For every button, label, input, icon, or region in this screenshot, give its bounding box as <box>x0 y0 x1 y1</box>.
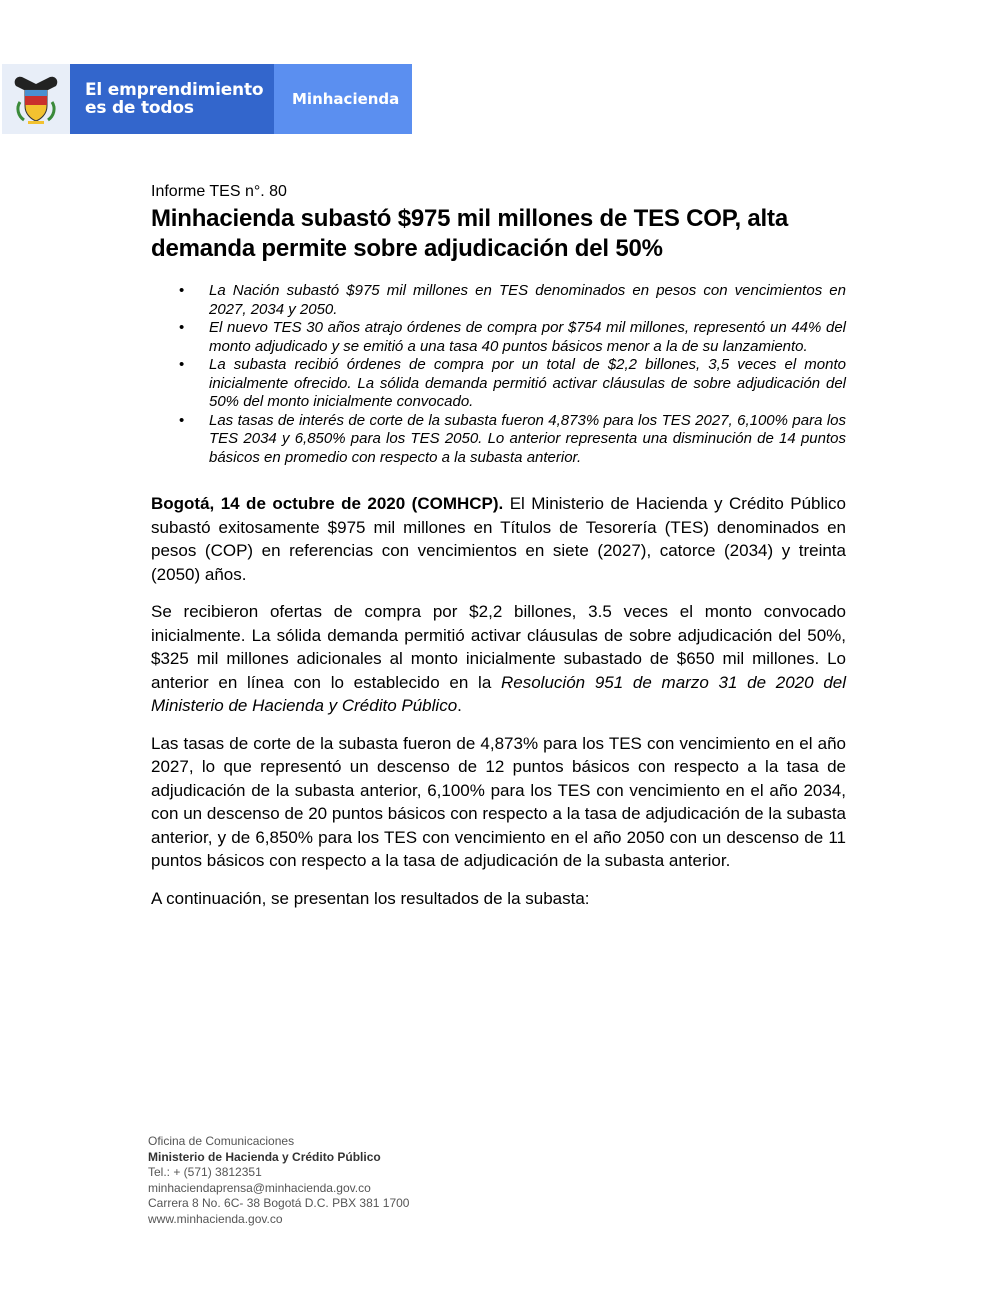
colombia-coat-of-arms-icon <box>2 64 70 134</box>
paragraph-rates: Las tasas de corte de la subasta fueron de 4,873% para los TES con vencimiento en el año 2027, lo que representó un descenso de 12 puntos básicos con respecto a la tasa de adjudicación de la subasta anterior, 6,100% para los TES con vencimiento en el año 2034, con un descenso de 20 puntos básicos con respecto a la tasa de adjudicación de la subasta anterior, y de 6,850% para los TES con vencimiento en el año 2050 con un descenso de 11 puntos básicos con respecto a la tasa de adjudicación de la subasta anterior. <box>151 733 846 870</box>
slogan <box>70 81 263 117</box>
list-item: • Las tasas de interés de corte de la subasta fueron 4,873% para los TES 2027, 6,100% para los TES 2034 y 6,850% para los TES 2050. Lo anterior representa una disminución de 14 puntos básicos en promedio con respecto a la subasta anterior. <box>209 412 846 468</box>
footer-contact <box>148 1134 409 1227</box>
footer-address: Carrera 8 No. 6C- 38 Bogotá D.C. PBX 381 1700 <box>148 1196 410 1210</box>
header-logo <box>2 64 412 134</box>
slogan-line-2: es de todos <box>85 98 194 118</box>
resolution-reference: Resolución 951 de marzo 31 de 2020 del Ministerio de Hacienda y Crédito Público <box>151 672 846 715</box>
report-number: Informe TES n°. 80 <box>151 183 287 200</box>
footer-email[interactable]: minhaciendaprensa@minhacienda.gov.co <box>148 1180 371 1195</box>
footer-office: Oficina de Comunicaciones <box>148 1134 295 1148</box>
footer-ministry: Ministerio de Hacienda y Crédito Público <box>148 1149 381 1164</box>
highlights-list <box>151 282 846 467</box>
list-item: • La subasta recibió órdenes de compra por un total de $2,2 billones, 3,5 veces el monto inicialmente ofrecido. La sólida demanda permitió activar cláusulas de sobre adjudicación del 50% del monto inicialmente convocado. <box>209 356 846 412</box>
footer-phone: Tel.: + (571) 3812351 <box>148 1165 262 1179</box>
brand-block <box>274 64 412 134</box>
logo-slogan-block <box>2 64 274 134</box>
brand-name: Minhacienda <box>292 90 400 108</box>
page-title: Minhacienda subastó $975 mil millones de TES COP, alta demanda permite sobre adjudicación del 50% <box>151 205 788 262</box>
slogan-line-1: El emprendimiento <box>85 80 264 100</box>
paragraph-offers <box>151 600 846 718</box>
paragraph-results-intro: A continuación, se presentan los resultados de la subasta: <box>151 888 590 908</box>
footer-website[interactable]: www.minhacienda.gov.co <box>148 1211 283 1226</box>
document-body <box>151 182 846 910</box>
paragraph-intro <box>151 492 846 586</box>
paragraph-offers-end: . <box>457 696 462 715</box>
paragraph-intro-text: El Ministerio de Hacienda y Crédito Público subastó exitosamente $975 mil millones en Títulos de Tesorería (TES) denominados en pesos (COP) en referencias con vencimientos en siete (2027), catorce (2034) y treinta (2050) años. <box>151 494 846 584</box>
dateline: Bogotá, 14 de octubre de 2020 (COMHCP). <box>151 494 504 513</box>
list-item: • La Nación subastó $975 mil millones en TES denominados en pesos con vencimientos en 2027, 2034 y 2050. <box>209 282 846 319</box>
paragraph-offers-text: Se recibieron ofertas de compra por $2,2 billones, 3.5 veces el monto convocado inicialmente. La sólida demanda permitió activar cláusulas de sobre adjudicación del 50%, $325 mil millones adicionales al monto inicialmente subastado de $650 mil millones. Lo anterior en línea con lo establecido en la <box>151 602 846 692</box>
list-item: • El nuevo TES 30 años atrajo órdenes de compra por $754 mil millones, representó un 44% del monto adjudicado y se emitió a una tasa 40 puntos básicos menor a la de su lanzamiento. <box>209 319 846 356</box>
